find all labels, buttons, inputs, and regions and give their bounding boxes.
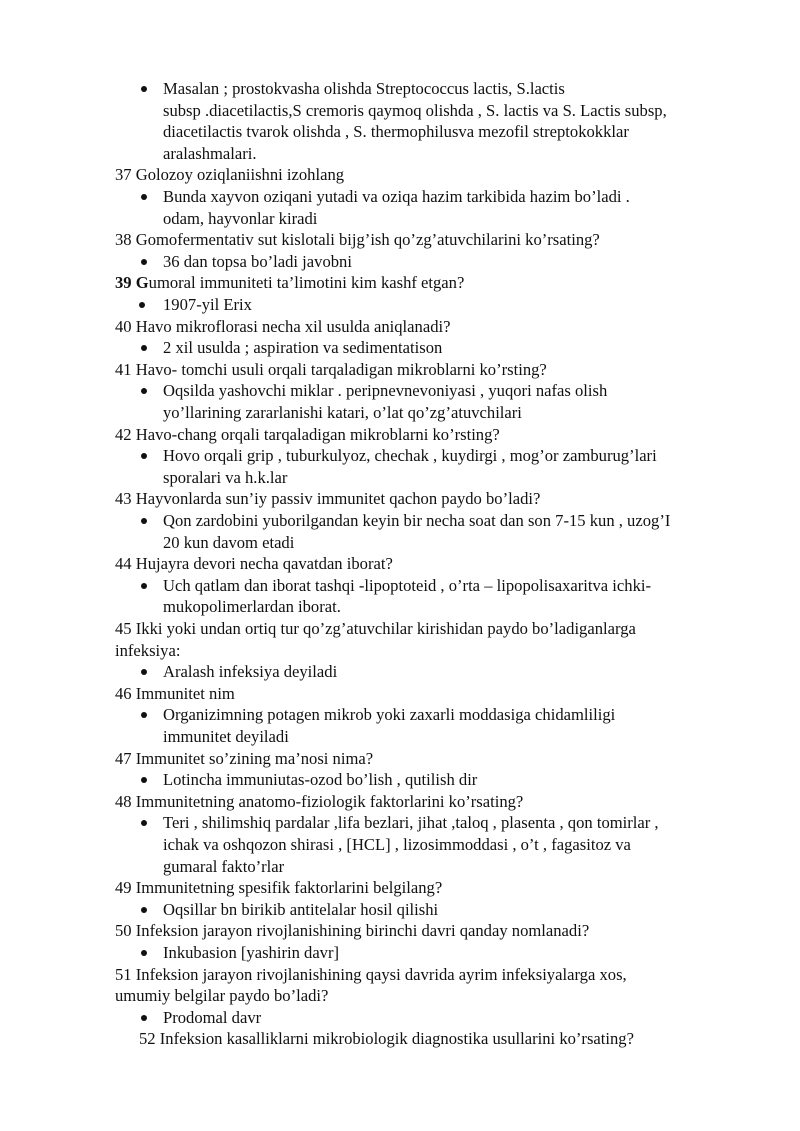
line-text: 51 Infeksion jarayon rivojlanishining qaysi davrida ayrim infeksiyalarga xos, (115, 964, 627, 984)
line-text: 36 dan topsa bo’ladi javobni (163, 251, 352, 271)
line-text: infeksiya: (115, 640, 181, 660)
bullet-line (163, 1007, 261, 1028)
continuation-line (163, 856, 284, 877)
continuation-line (163, 726, 289, 747)
line-text: Oqsilda yashovchi miklar . peripnevnevoniyasi , yuqori nafas olish (163, 381, 608, 401)
bullet-icon (141, 86, 147, 92)
bullet-line (163, 704, 615, 725)
question-line (115, 920, 589, 941)
line-text: Prodomal davr (163, 1007, 262, 1027)
line-text: 41 Havo- tomchi usuli orqali tarqaladigan mikroblarni ko’rsting? (115, 359, 547, 379)
line-text: 47 Immunitet so’zining ma’nosi nima? (115, 748, 374, 768)
line-text: Bunda xayvon oziqani yutadi va oziqa hazim tarkibida hazim bo’ladi . (163, 187, 630, 206)
bullet-line (163, 337, 442, 358)
line-text: subsp .diacetilactis,S cremoris qaymoq olishda , S. lactis va S. Lactis subsp, (163, 100, 667, 120)
bullet-line (163, 380, 607, 401)
bullet-line (163, 661, 337, 682)
question-line (115, 964, 627, 985)
question-line (115, 618, 636, 639)
bullet-line (163, 445, 657, 466)
bullet-icon (141, 820, 147, 826)
bullet-icon (141, 518, 147, 524)
bullet-icon (141, 777, 147, 783)
question-line (115, 488, 540, 509)
question-line (115, 164, 344, 185)
question-line (115, 272, 464, 293)
line-text: Masalan ; prostokvasha olishda Streptococcus lactis, S.lactis (163, 79, 565, 98)
line-text: odam, hayvonlar kiradi (163, 208, 318, 228)
bullet-icon (139, 302, 145, 308)
line-text: 37 Golozoy oziqlaniishni izohlang (115, 165, 345, 185)
line-text: gumaral fakto’rlar (163, 856, 285, 876)
continuation-line (163, 402, 522, 423)
bullet-line (163, 294, 252, 315)
bullet-line (163, 942, 339, 963)
line-text: diacetilactis tvarok olishda , S. thermophilusva mezofil streptokokklar (163, 122, 629, 142)
line-text: 45 Ikki yoki undan ortiq tur qo’zg’atuvchilar kirishidan paydo bo’ladiganlarga (115, 619, 636, 638)
bullet-icon (141, 950, 147, 956)
bullet-icon (141, 583, 147, 589)
question-line (115, 683, 235, 704)
line-text: Inkubasion [yashirin davr] (163, 943, 340, 962)
bullet-line (163, 899, 438, 920)
bullet-line (163, 251, 352, 272)
continuation-line (163, 208, 317, 229)
bullet-icon (141, 345, 147, 351)
bullet-line (163, 812, 659, 833)
question-number-bold: 39 G (115, 273, 149, 293)
line-text: Lotincha immuniutas-ozod bo’lish , qutilish dir (163, 770, 478, 790)
question-line (115, 748, 373, 769)
line-text: 38 Gomofermentativ sut kislotali bijg’ish qo’zg’atuvchilarini ko’rsating? (115, 230, 600, 250)
line-text: Aralash infeksiya deyiladi (163, 662, 338, 682)
continuation-line (163, 100, 667, 121)
question-line (115, 359, 547, 380)
line-text: aralashmalari. (163, 143, 257, 163)
question-line (115, 229, 600, 250)
bullet-icon (141, 1015, 147, 1021)
line-text: Organizimning potagen mikrob yoki zaxarli moddasiga chidamliligi (163, 705, 616, 725)
line-text: 49 Immunitetning spesifik faktorlarini belgilang? (115, 878, 443, 898)
continuation-line (163, 532, 294, 553)
question-line (115, 316, 450, 337)
question-line (115, 640, 180, 661)
line-text: 50 Infeksion jarayon rivojlanishining birinchi davri qanday nomlanadi? (115, 921, 590, 941)
bullet-icon (141, 453, 147, 459)
line-text: umumiy belgilar paydo bo’ladi? (115, 986, 329, 1006)
bullet-icon (141, 388, 147, 394)
line-text: yo’llarining zararlanishi katari, o’lat qo’zg’atuvchilari (163, 403, 522, 422)
continuation-line (163, 596, 341, 617)
bullet-icon (141, 194, 147, 200)
question-line (115, 791, 523, 812)
line-text: 2 xil usulda ; aspiration va sedimentatison (163, 338, 443, 358)
line-text: Oqsillar bn birikib antitelalar hosil qilishi (163, 899, 439, 919)
line-text: 20 kun davom etadi (163, 532, 295, 552)
line-text: 1907-yil Erix (163, 295, 252, 314)
line-text: Qon zardobini yuborilgandan keyin bir necha soat dan son 7-15 kun , uzog’I (163, 511, 671, 530)
line-text: 42 Havo-chang orqali tarqaladigan mikroblarni ko’rsting? (115, 424, 500, 444)
continuation-line (163, 834, 631, 855)
line-text: 44 Hujayra devori necha qavatdan iborat? (115, 554, 393, 574)
question-line (115, 985, 328, 1006)
question-line (115, 424, 500, 445)
line-text: 40 Havo mikroflorasi necha xil usulda aniqlanadi? (115, 316, 451, 336)
line-text: 46 Immunitet nim (115, 683, 235, 703)
line-text: Hovo orqali grip , tuburkulyoz, chechak , kuydirgi , mog’or zamburug’lari (163, 446, 657, 466)
continuation-line (163, 143, 257, 164)
line-text: 43 Hayvonlarda sun’iy passiv immunitet qachon paydo bo’ladi? (115, 489, 541, 509)
line-text: 52 Infeksion kasalliklarni mikrobiologik diagnostika usullarini ko’rsating? (139, 1029, 634, 1049)
bullet-icon (141, 669, 147, 675)
bullet-line (163, 78, 565, 99)
line-text: 48 Immunitetning anatomo-fiziologik faktorlarini ko’rsating? (115, 791, 524, 811)
line-text: umoral immuniteti ta’limotini kim kashf etgan? (148, 273, 465, 293)
bullet-line (163, 510, 670, 531)
question-line (115, 877, 442, 898)
question-line (115, 553, 393, 574)
line-text: mukopolimerlardan iborat. (163, 597, 341, 617)
continuation-line (163, 121, 629, 142)
line-text: Teri , shilimshiq pardalar ,lifa bezlari, jihat ,taloq , plasenta , qon tomirlar , (163, 813, 659, 833)
line-text: ichak va oshqozon shirasi , [HCL] , lizosimmoddasi , o’t , fagasitoz va (163, 835, 631, 854)
bullet-icon (141, 712, 147, 718)
bullet-icon (141, 259, 147, 265)
continuation-line (163, 467, 287, 488)
bullet-line (163, 186, 630, 207)
bullet-line (163, 575, 651, 596)
bullet-line (163, 769, 477, 790)
bullet-icon (141, 907, 147, 913)
question-line (139, 1028, 634, 1049)
line-text: immunitet deyiladi (163, 727, 289, 746)
line-text: Uch qatlam dan iborat tashqi -lipoptoteid , o’rta – lipopolisaxaritva ichki- (163, 575, 652, 595)
line-text: sporalari va h.k.lar (163, 467, 288, 487)
